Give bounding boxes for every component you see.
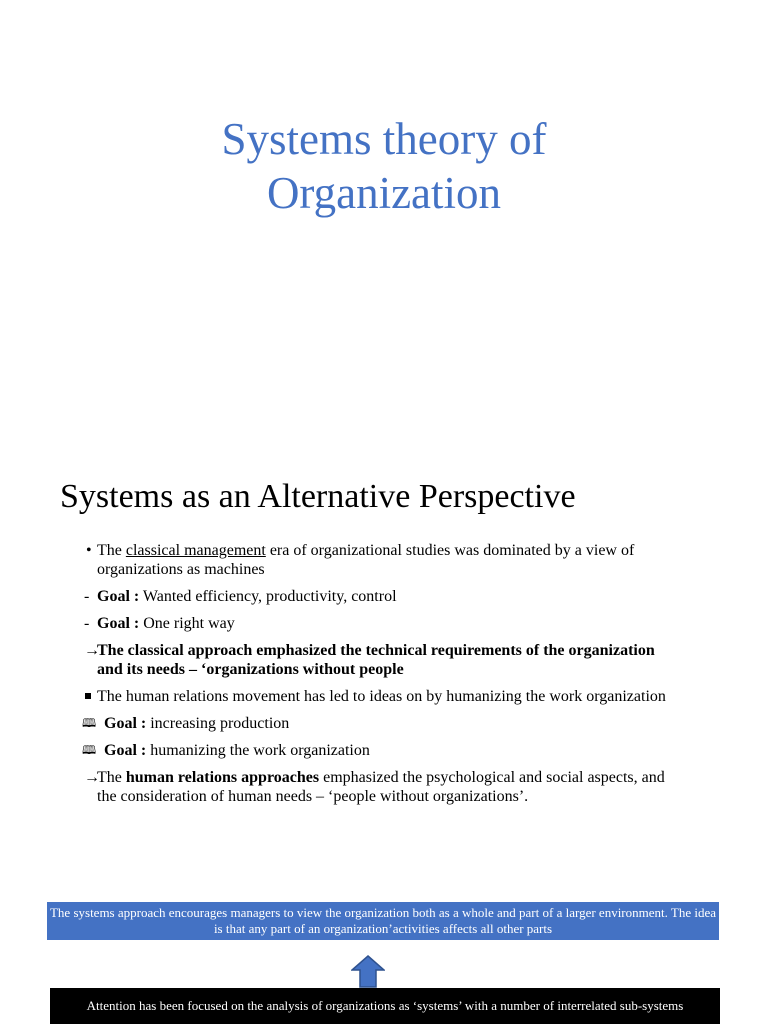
list-item [84, 714, 684, 733]
right-arrow-icon: → [84, 769, 100, 786]
goal-label: Goal : [104, 742, 147, 759]
systems-analysis-text: Attention has been focused on the analysis of organizations as ‘systems’ with a number of interrelated sub-systems [86, 998, 684, 1013]
goal-label: Goal : [97, 588, 140, 605]
square-bullet-icon [85, 693, 91, 699]
list-item [84, 587, 684, 606]
item-text: era of organizational studies was dominated by a view of organizations as machines [97, 542, 635, 578]
item-text: The classical approach emphasized the technical requirements of the organization and its needs – ‘organizations without people [97, 642, 655, 678]
list-item [84, 741, 684, 760]
up-arrow-icon [351, 955, 385, 988]
list-item [84, 641, 684, 679]
dash-bullet-icon: - [84, 588, 90, 605]
item-text: The [97, 542, 126, 559]
item-text: The human relations movement has led to ideas on by humanizing the work organization [97, 688, 666, 705]
list-item [84, 541, 684, 579]
goal-label: Goal : [97, 615, 140, 632]
item-text: emphasized the psychological and social aspects, and the consideration of human needs – ‘people without organizations’. [97, 769, 665, 805]
systems-approach-text: The systems approach encourages managers to view the organization both as a whole and part of a larger environment. The idea is that any part of an organization’activities affects all other parts [49, 905, 717, 936]
item-text: increasing production [146, 715, 290, 732]
right-arrow-icon: → [84, 642, 100, 659]
systems-analysis-box [50, 988, 720, 1024]
bold-term: human relations approaches [125, 769, 320, 786]
bullet-list [84, 541, 684, 806]
list-item [84, 687, 684, 706]
slide1-title-line2: Organization [266, 168, 502, 218]
item-text: humanizing the work organization [146, 742, 370, 759]
systems-approach-box [47, 902, 719, 940]
slide1-title [0, 112, 768, 220]
list-item [84, 768, 684, 806]
book-icon: 🕮 [82, 716, 97, 730]
goal-label: Goal : [104, 715, 147, 732]
item-text: The [97, 769, 126, 786]
slide1-title-line1: Systems theory of [221, 114, 547, 164]
book-icon: 🕮 [82, 743, 97, 757]
item-text: Wanted efficiency, productivity, control [139, 588, 397, 605]
dash-bullet-icon: - [84, 615, 90, 632]
bullet-dot-icon: • [86, 542, 92, 559]
underlined-term: classical management [125, 542, 266, 559]
item-text: One right way [139, 615, 235, 632]
slide2-title: Systems as an Alternative Perspective [60, 478, 576, 515]
list-item [84, 614, 684, 633]
